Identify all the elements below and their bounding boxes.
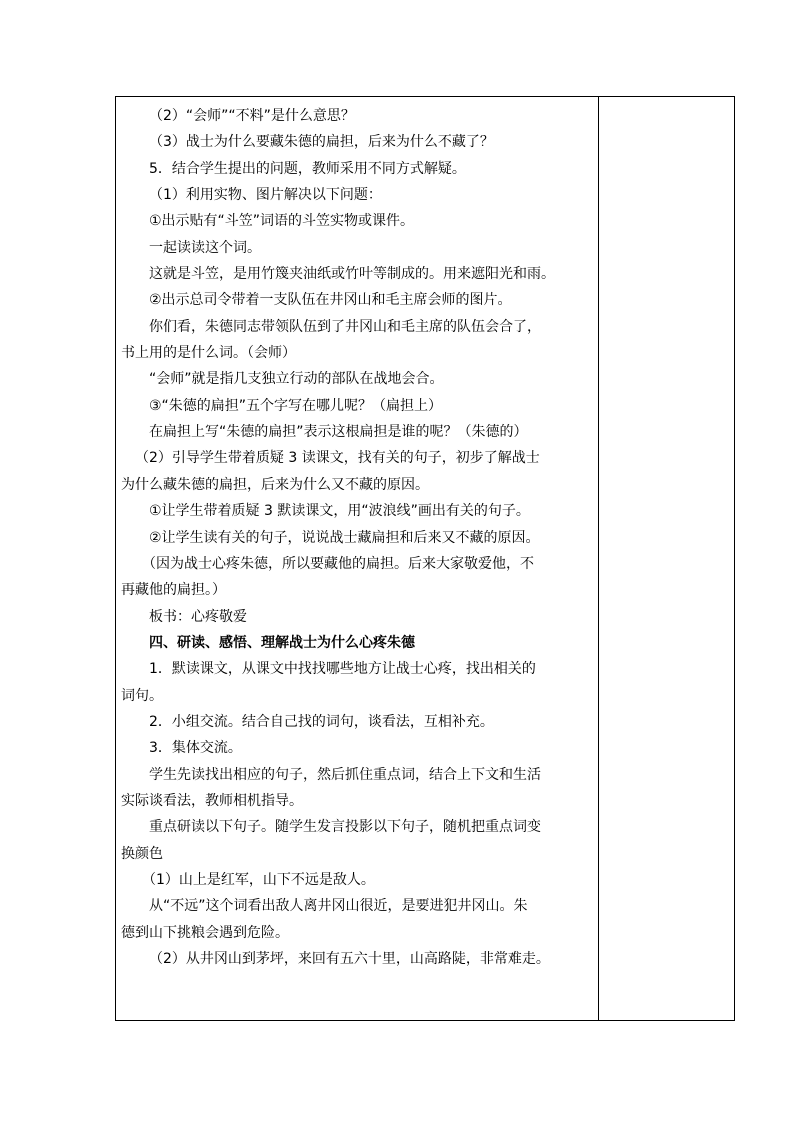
text-line: 词句。: [121, 687, 163, 704]
teaching-process-cell: [116, 97, 599, 1020]
text-line: 实际谈看法，教师相机指导。: [121, 792, 303, 809]
text-line: ②让学生读有关的句子，说说战士藏扁担和后来又不藏的原因。: [149, 529, 540, 546]
text-line: （2）引导学生带着质疑 3 读课文，找有关的句子，初步了解战士: [135, 450, 540, 467]
text-line: （1）山上是红军，山下不远是敌人。: [142, 871, 375, 888]
text-line: 3．集体交流。: [149, 740, 242, 757]
text-line: （2）“会师”“不料”是什么意思？: [149, 108, 355, 124]
text-line: 这就是斗笠，是用竹篾夹油纸或竹叶等制成的。用来遮阳光和雨。: [149, 266, 555, 283]
text-line: 重点研读以下句子。随学生发言投影以下句子，随机把重点词变: [149, 819, 541, 836]
text-line: “会师”就是指几支独立行动的部队在战地会合。: [149, 371, 444, 388]
section-heading: 四、研读、感悟、理解战士为什么心疼朱德: [149, 634, 415, 651]
text-line: 2．小组交流。结合自己找的词句，谈看法，互相补充。: [149, 713, 494, 730]
text-line: 德到山下挑粮会遇到危险。: [121, 924, 289, 941]
text-line: （3）战士为什么要藏朱德的扁担，后来为什么不藏了？: [149, 134, 494, 151]
text-line: 为什么藏朱德的扁担，后来为什么又不藏的原因。: [121, 476, 429, 493]
text-line: 你们看，朱德同志带领队伍到了井冈山和毛主席的队伍会合了，: [149, 318, 541, 335]
text-line: 书上用的是什么词。（会师）: [121, 345, 296, 362]
notes-cell: [599, 97, 734, 1020]
text-line: （因为战士心疼朱德，所以要藏他的扁担。后来大家敬爱他，不: [142, 555, 534, 572]
text-line: 再藏他的扁担。）: [121, 582, 226, 599]
text-line: ③“朱德的扁担”五个字写在哪儿呢？（扁担上）: [149, 397, 443, 414]
text-line: （2）从井冈山到茅坪，来回有五六十里，山高路陡，非常难走。: [149, 951, 550, 967]
text-line: ②出示总司令带着一支队伍在井冈山和毛主席会师的图片。: [149, 292, 512, 309]
lesson-plan-table: [115, 96, 735, 1021]
text-line: 板书：心疼敬爱: [149, 608, 247, 625]
text-line: 一起读读这个词。: [149, 239, 261, 256]
text-line: ①出示贴有“斗笠”词语的斗笠实物或课件。: [149, 213, 415, 230]
text-line: 换颜色: [121, 845, 163, 862]
text-line: （1）利用实物、图片解决以下问题：: [149, 187, 382, 204]
text-line: 1．默读课文，从课文中找找哪些地方让战士心疼，找出相关的: [149, 661, 536, 678]
text-line: 学生先读找出相应的句子，然后抓住重点词，结合上下文和生活: [149, 766, 541, 783]
text-line: 在扁担上写“朱德的扁担”表示这根扁担是谁的呢？（朱德的）: [149, 424, 528, 441]
text-line: 从“不远”这个词看出敌人离井冈山很近，是要进犯井冈山。朱: [149, 898, 528, 915]
text-line: ①让学生带着质疑 3 默读课文，用“波浪线”画出有关的句子。: [149, 503, 530, 520]
text-line: 5．结合学生提出的问题，教师采用不同方式解疑。: [149, 160, 466, 177]
